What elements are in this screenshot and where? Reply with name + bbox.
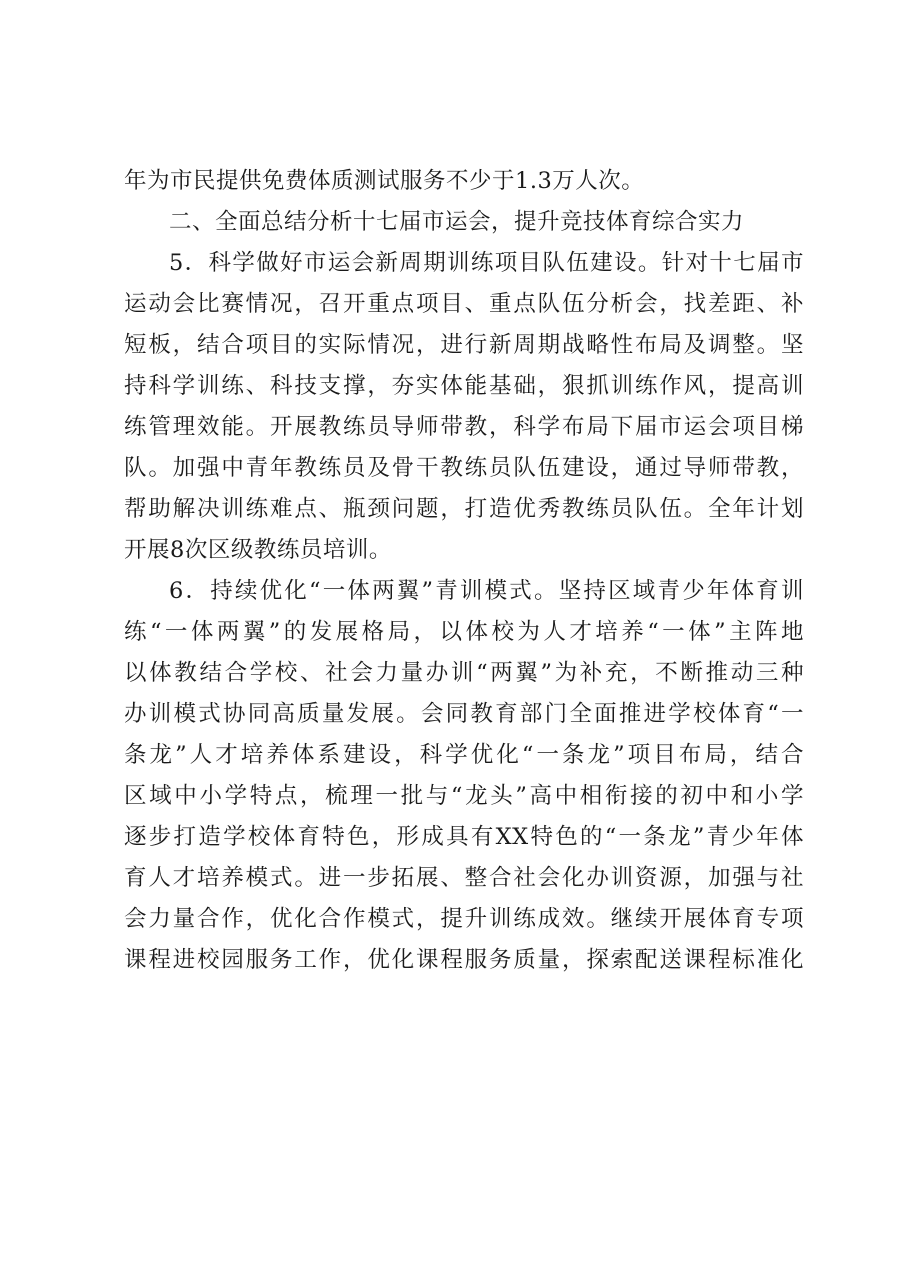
paragraph-line-9: 帮助解决训练难点、瓶颈问题，打造优秀教练员队伍。全年计划 — [124, 496, 804, 522]
paragraph-line-15: 条龙”人才培养体系建设，科学优化“一条龙”项目布局，结合 — [124, 742, 804, 768]
paragraph-line-3: 5．科学做好市运会新周期训练项目队伍建设。针对十七届市 — [169, 250, 804, 276]
paragraph-line-16: 区域中小学特点，梳理一批与“龙头”高中相衔接的初中和小学 — [124, 783, 804, 809]
paragraph-line-4: 运动会比赛情况，召开重点项目、重点队伍分析会，找差距、补 — [124, 291, 804, 317]
paragraph-line-13: 以体教结合学校、社会力量办训“两翼”为补充，不断推动三种 — [124, 660, 804, 686]
paragraph-line-8: 队。加强中青年教练员及骨干教练员队伍建设，通过导师带教， — [124, 455, 804, 481]
paragraph-line-5: 短板，结合项目的实际情况，进行新周期战略性布局及调整。坚 — [124, 332, 804, 358]
paragraph-line-11: 6．持续优化“一体两翼”青训模式。坚持区域青少年体育训 — [169, 578, 804, 604]
paragraph-line-7: 练管理效能。开展教练员导师带教，科学布局下届市运会项目梯 — [124, 414, 804, 440]
paragraph-line-1: 年为市民提供免费体质测试服务不少于1.3万人次。 — [124, 168, 645, 194]
paragraph-line-10: 开展8次区级教练员培训。 — [124, 537, 392, 563]
paragraph-line-18: 育人才培养模式。进一步拓展、整合社会化办训资源，加强与社 — [124, 865, 804, 891]
section-heading: 二、全面总结分析十七届市运会，提升竞技体育综合实力 — [169, 209, 745, 235]
paragraph-line-20: 课程进校园服务工作，优化课程服务质量，探索配送课程标准化 — [124, 947, 804, 973]
paragraph-line-19: 会力量合作，优化合作模式，提升训练成效。继续开展体育专项 — [124, 906, 804, 932]
paragraph-line-6: 持科学训练、科技支撑，夯实体能基础，狠抓训练作风，提高训 — [124, 373, 804, 399]
document-body — [124, 161, 804, 981]
paragraph-line-17: 逐步打造学校体育特色，形成具有XX特色的“一条龙”青少年体 — [124, 824, 804, 850]
paragraph-line-12: 练“一体两翼”的发展格局，以体校为人才培养“一体”主阵地 — [124, 619, 804, 645]
paragraph-line-14: 办训模式协同高质量发展。会同教育部门全面推进学校体育“一 — [124, 701, 804, 727]
